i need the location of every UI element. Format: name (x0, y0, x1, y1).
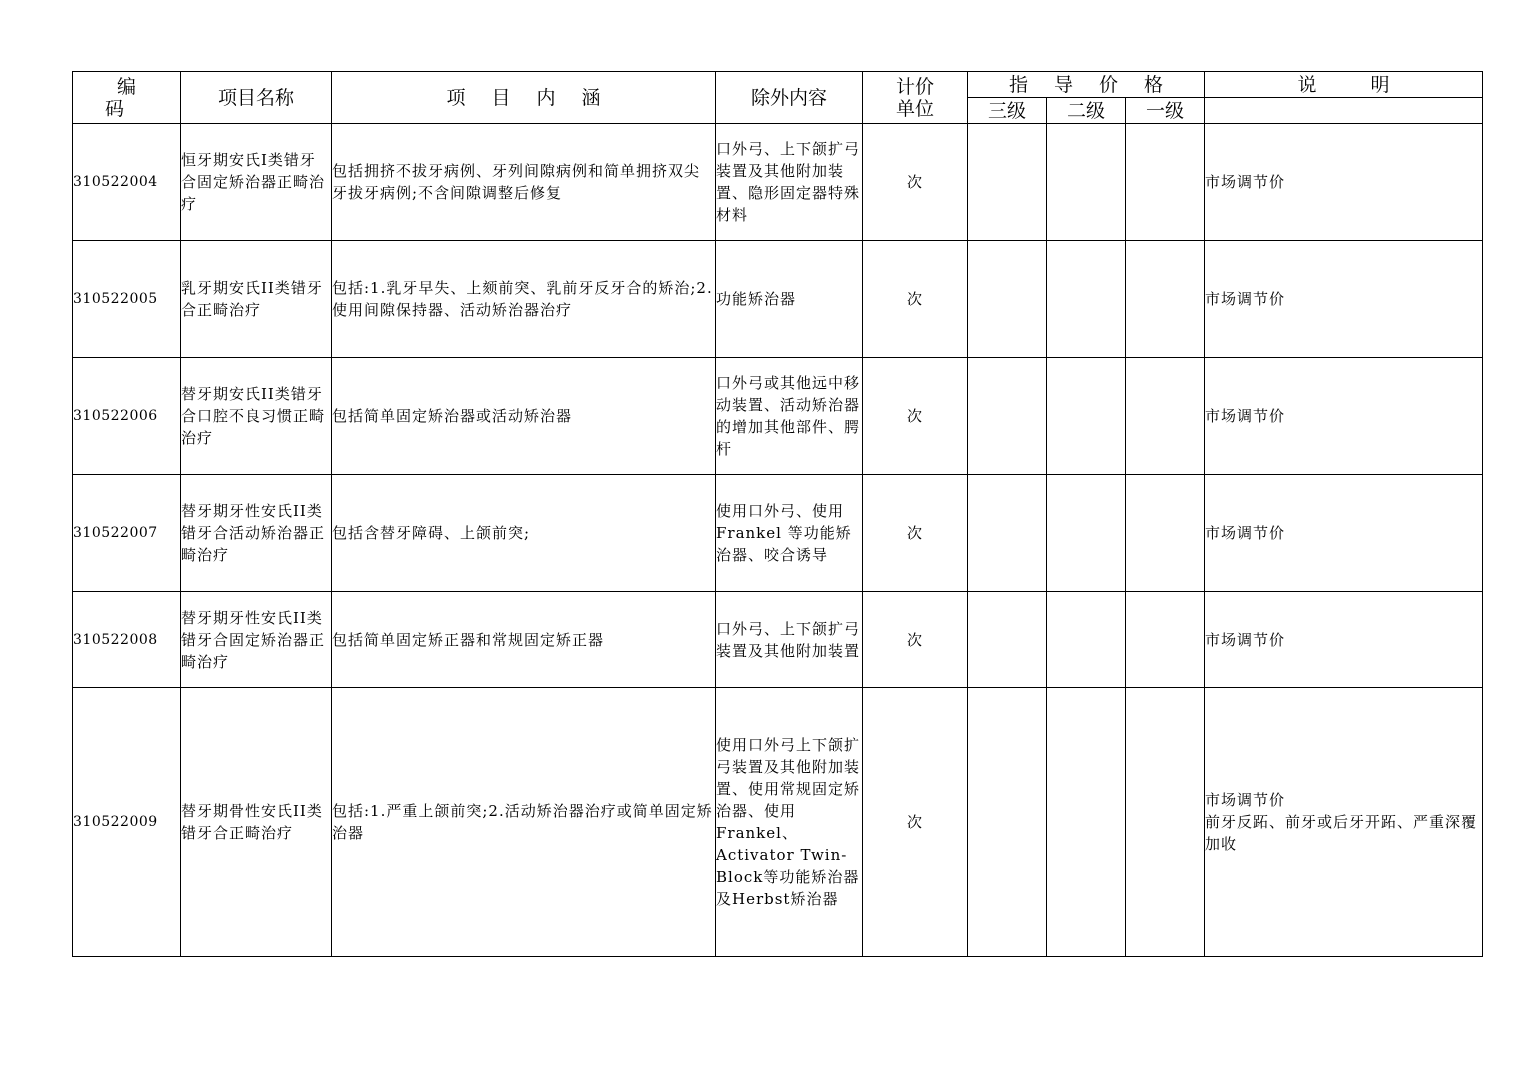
cell-code: 310522009 (73, 688, 181, 957)
header-code: 编 码 (73, 72, 181, 124)
cell-note (1205, 592, 1483, 688)
cell-name: 替牙期牙性安氏II类错牙合固定矫治器正畸治疗 (181, 592, 332, 688)
cell-exclusion: 口外弓、上下颌扩弓装置及其他附加装置、隐形固定器特殊材料 (716, 124, 863, 241)
price-table (72, 71, 1483, 957)
cell-unit: 次 (863, 358, 968, 475)
note-line-1: 市场调节价 (1205, 173, 1286, 191)
cell-unit: 次 (863, 124, 968, 241)
cell-note (1205, 241, 1483, 358)
header-level1: 一级 (1126, 98, 1205, 124)
cell-exclusion: 功能矫治器 (716, 241, 863, 358)
cell-note (1205, 688, 1483, 957)
header-note-blank (1205, 98, 1483, 124)
cell-exclusion: 使用口外弓上下颌扩弓装置及其他附加装置、使用常规固定矫治器、使用Frankel、Activator Twin-Block等功能矫治器及Herbst矫治器 (716, 688, 863, 957)
cell-level3 (968, 592, 1047, 688)
cell-note (1205, 124, 1483, 241)
cell-level1 (1126, 124, 1205, 241)
cell-exclusion: 口外弓或其他远中移动装置、活动矫治器的增加其他部件、腭杆 (716, 358, 863, 475)
cell-content: 包括简单固定矫治器或活动矫治器 (332, 358, 716, 475)
cell-level2 (1047, 475, 1126, 592)
cell-exclusion: 口外弓、上下颌扩弓装置及其他附加装置 (716, 592, 863, 688)
cell-note (1205, 358, 1483, 475)
cell-name: 乳牙期安氏II类错牙合正畸治疗 (181, 241, 332, 358)
table-header (73, 72, 1483, 124)
table-row (73, 688, 1483, 957)
header-content: 项 目 内 涵 (332, 72, 716, 124)
table-row (73, 124, 1483, 241)
cell-unit: 次 (863, 688, 968, 957)
cell-level1 (1126, 241, 1205, 358)
header-level3: 三级 (968, 98, 1047, 124)
cell-code: 310522005 (73, 241, 181, 358)
cell-name: 替牙期骨性安氏II类错牙合正畸治疗 (181, 688, 332, 957)
cell-name: 替牙期安氏II类错牙合口腔不良习惯正畸治疗 (181, 358, 332, 475)
header-name: 项目名称 (181, 72, 332, 124)
cell-level3 (968, 688, 1047, 957)
table-body (73, 124, 1483, 957)
cell-level3 (968, 241, 1047, 358)
header-level2: 二级 (1047, 98, 1126, 124)
cell-level1 (1126, 592, 1205, 688)
cell-name: 替牙期牙性安氏II类错牙合活动矫治器正畸治疗 (181, 475, 332, 592)
cell-level2 (1047, 358, 1126, 475)
cell-code: 310522004 (73, 124, 181, 241)
cell-level3 (968, 475, 1047, 592)
cell-unit: 次 (863, 475, 968, 592)
table-row (73, 241, 1483, 358)
cell-unit: 次 (863, 241, 968, 358)
cell-content: 包括含替牙障碍、上颌前突; (332, 475, 716, 592)
cell-level2 (1047, 592, 1126, 688)
cell-code: 310522006 (73, 358, 181, 475)
cell-exclusion: 使用口外弓、使用Frankel 等功能矫治器、咬合诱导 (716, 475, 863, 592)
cell-level3 (968, 358, 1047, 475)
header-unit: 计价 单位 (863, 72, 968, 124)
note-line-2: 前牙反跖、前牙或后牙开跖、严重深覆加收 (1205, 813, 1478, 853)
note-line-1: 市场调节价 (1205, 290, 1286, 308)
cell-level3 (968, 124, 1047, 241)
cell-name: 恒牙期安氏I类错牙合固定矫治器正畸治疗 (181, 124, 332, 241)
note-line-1: 市场调节价 (1205, 791, 1286, 809)
note-line-1: 市场调节价 (1205, 630, 1286, 649)
header-note: 说 明 (1205, 72, 1483, 98)
table-row (73, 475, 1483, 592)
cell-level2 (1047, 688, 1126, 957)
cell-level1 (1126, 358, 1205, 475)
cell-note (1205, 475, 1483, 592)
cell-level1 (1126, 475, 1205, 592)
cell-code: 310522008 (73, 592, 181, 688)
cell-content: 包括:1.乳牙早失、上颏前突、乳前牙反牙合的矫治;2.使用间隙保持器、活动矫治器治疗 (332, 241, 716, 358)
cell-unit: 次 (863, 592, 968, 688)
table-row (73, 592, 1483, 688)
cell-code: 310522007 (73, 475, 181, 592)
cell-content: 包括:1.严重上颌前突;2.活动矫治器治疗或简单固定矫治器 (332, 688, 716, 957)
note-line-1: 市场调节价 (1205, 524, 1286, 542)
cell-content: 包括简单固定矫正器和常规固定矫正器 (332, 592, 716, 688)
note-line-1: 市场调节价 (1205, 407, 1286, 425)
cell-level2 (1047, 124, 1126, 241)
cell-level1 (1126, 688, 1205, 957)
header-guide-price: 指 导 价 格 (968, 72, 1205, 98)
table-row (73, 358, 1483, 475)
header-exclusion: 除外内容 (716, 72, 863, 124)
cell-content: 包括拥挤不拔牙病例、牙列间隙病例和简单拥挤双尖牙拔牙病例;不含间隙调整后修复 (332, 124, 716, 241)
cell-level2 (1047, 241, 1126, 358)
